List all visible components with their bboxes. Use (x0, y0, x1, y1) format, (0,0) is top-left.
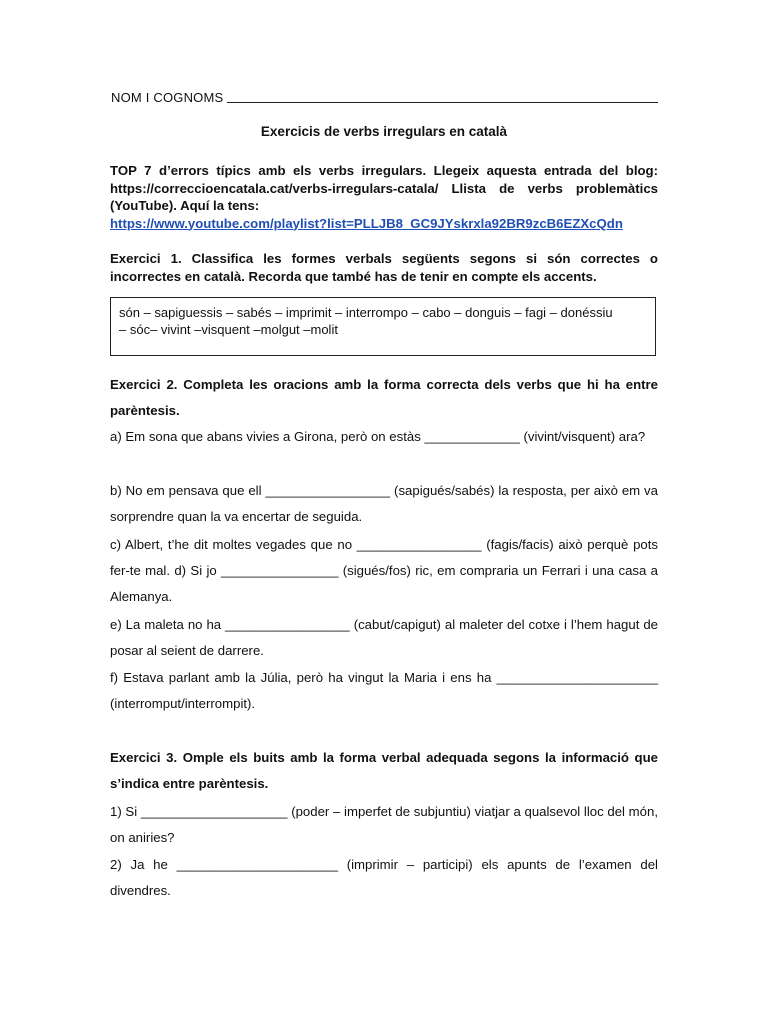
name-underline[interactable] (227, 102, 658, 103)
intro-paragraph (110, 162, 658, 232)
exercise-3-item-2: 2) Ja he ______________________ (imprimir – participi) els apunts de l’examen del divendres. (110, 857, 658, 898)
youtube-link[interactable]: https://www.youtube.com/playlist?list=PLLJB8_GC9JYskrxla92BR9zcB6EZXcQdn (110, 215, 623, 231)
exercise-1-prompt: Exercici 1. Classifica les formes verbals següents segons si són correctes o incorrectes en català. Recorda que també has de tenir en compte els accents. (110, 251, 658, 284)
exercise-2-item-f: f) Estava parlant amb la Júlia, però ha vingut la Maria i ens ha ______________________ (interromput/interrompit). (110, 670, 658, 711)
exercise-3-item-1: 1) Si ____________________ (poder – imperfet de subjuntiu) viatjar a qualsevol lloc del món, on aniries? (110, 804, 658, 845)
exercise-3-prompt: Exercici 3. Omple els buits amb la forma verbal adequada segons la informació que s’indica entre parèntesis. (110, 750, 658, 791)
name-field (111, 90, 223, 105)
exercise-2-item-b: b) No em pensava que ell _________________ (sapigués/sabés) la resposta, per això em va sorprendre quan la va encertar de seguida. (110, 483, 658, 524)
intro-text: TOP 7 d’errors típics amb els verbs irregulars. Llegeix aquesta entrada del blog: https://correccioencatala.cat/verbs-irregulars-catala/ Llista de verbs problemàtics (YouTube). Aquí la tens: (110, 163, 658, 213)
exercise-2-item-c: c) Albert, t’he dit moltes vegades que no _________________ (fagis/facis) això perquè pots fer-te mal. d) Si jo ________________ (sigués/fos) ric, em compraria un Ferrari i una casa a Alemanya. (110, 537, 658, 604)
exercise-2-item-e: e) La maleta no ha _________________ (cabut/capigut) al maleter del cotxe i l’hem hagut de posar al seient de darrere. (110, 617, 658, 658)
exercise-2-item-a: a) Em sona que abans vivies a Girona, però on estàs _____________ (vivint/visquent) ara? (110, 429, 646, 444)
verb-forms-box (110, 297, 656, 356)
verb-forms-line-2: – sóc– vivint –visquent –molgut –molit (119, 322, 338, 337)
name-label: NOM I COGNOMS (111, 90, 224, 105)
exercise-2-prompt: Exercici 2. Completa les oracions amb la forma correcta dels verbs que hi ha entre parèntesis. (110, 377, 658, 418)
verb-forms-line-1: són – sapiguessis – sabés – imprimit – interrompo – cabo – donguis – fagi – donéssiu (119, 305, 613, 320)
page-title: Exercicis de verbs irregulars en català (260, 124, 508, 139)
